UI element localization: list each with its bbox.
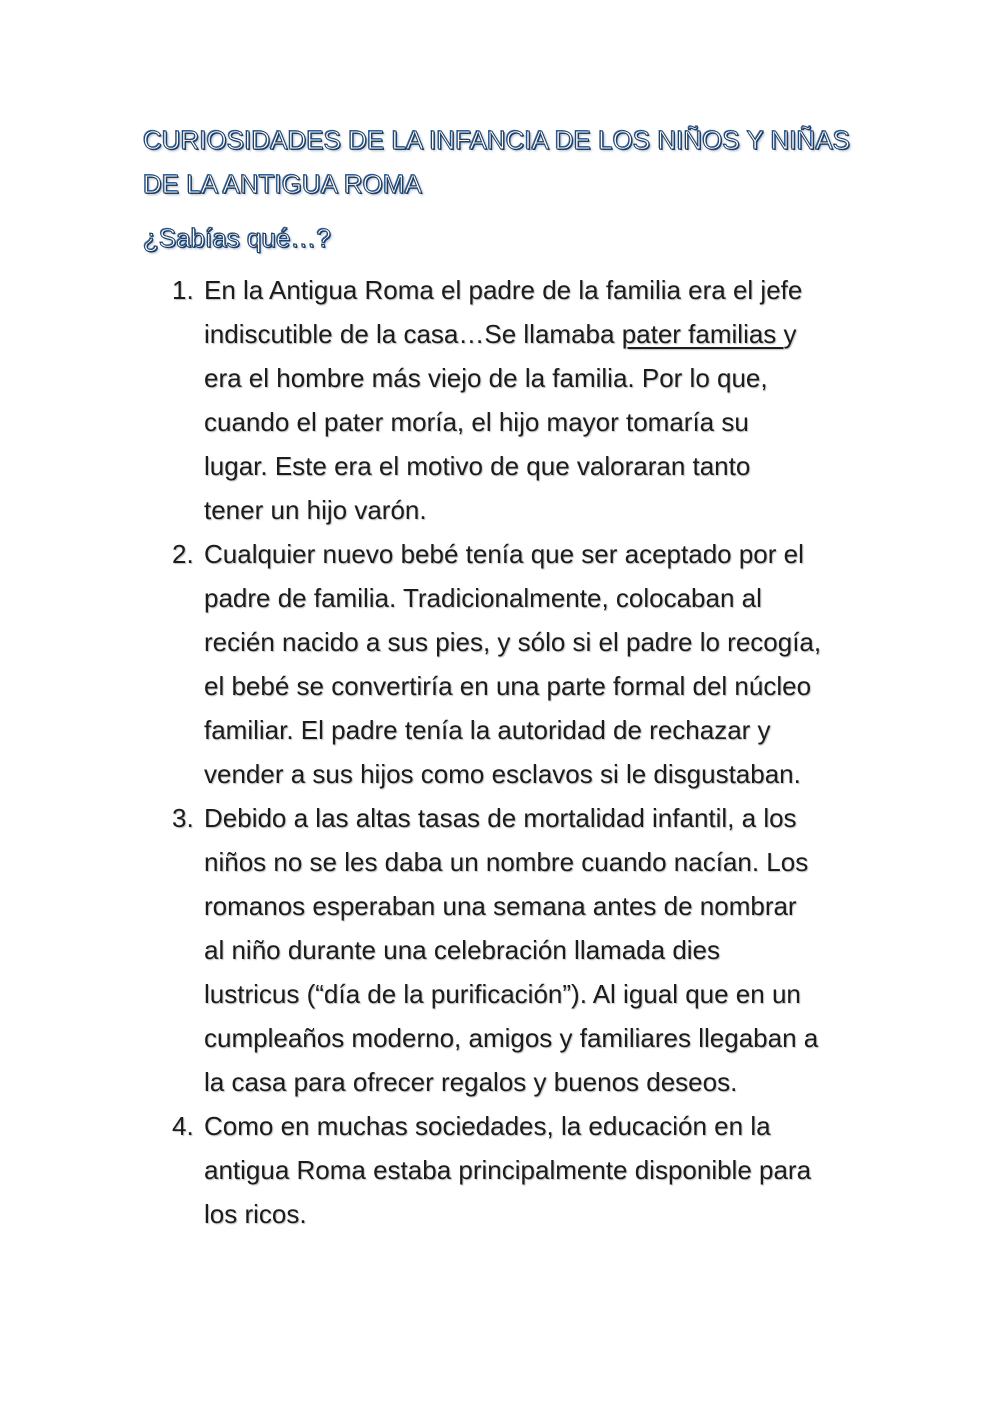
- item-1-line-2-text: indiscutible de la casa…Se llamaba: [204, 319, 622, 349]
- item-4-line-2: antigua Roma estaba principalmente disponible para: [204, 1155, 812, 1185]
- document-title: [143, 118, 863, 206]
- item-4-line-3: los ricos.: [204, 1199, 307, 1229]
- item-3-line-3: romanos esperaban una semana antes de nombrar: [204, 891, 797, 921]
- item-3-line-1: Debido a las altas tasas de mortalidad infantil, a los: [204, 803, 797, 833]
- item-1-line-2: [204, 312, 860, 356]
- item-1-line-6: tener un hijo varón.: [204, 495, 427, 525]
- item-2-line-1: Cualquier nuevo bebé tenía que ser aceptado por el: [204, 539, 804, 569]
- item-3-line-6: cumpleaños moderno, amigos y familiares llegaban a: [204, 1023, 819, 1053]
- item-number-3: 3.: [172, 803, 194, 833]
- title-line-1: CURIOSIDADES DE LA INFANCIA DE LOS NIÑOS Y NIÑAS: [143, 125, 851, 155]
- pater-familias-term: pater familias: [621, 319, 784, 349]
- item-1-line-1: En la Antigua Roma el padre de la familia era el jefe: [204, 275, 803, 305]
- item-4-line-1: Como en muchas sociedades, la educación en la: [204, 1111, 771, 1141]
- list-item-2: [160, 532, 860, 796]
- document-subtitle: ¿Sabías qué…?: [143, 223, 331, 253]
- item-number-4: 4.: [172, 1111, 194, 1141]
- item-1-line-3: era el hombre más viejo de la familia. Por lo que,: [204, 363, 768, 393]
- item-1-line-4: cuando el pater moría, el hijo mayor tomaría su: [204, 407, 749, 437]
- item-number-1: 1.: [172, 275, 194, 305]
- list-item-1: [160, 268, 860, 532]
- item-1-line-5: lugar. Este era el motivo de que valoraran tanto: [204, 451, 751, 481]
- item-3-line-4: al niño durante una celebración llamada dies: [204, 935, 721, 965]
- item-2-line-2: padre de familia. Tradicionalmente, colocaban al: [204, 583, 762, 613]
- list-item-4: [160, 1104, 860, 1236]
- item-number-2: 2.: [172, 539, 194, 569]
- item-1-line-2-tail: y: [783, 319, 797, 349]
- list-item-3: [160, 796, 860, 1104]
- item-2-line-6: vender a sus hijos como esclavos si le disgustaban.: [204, 759, 801, 789]
- item-3-line-2: niños no se les daba un nombre cuando nacían. Los: [204, 847, 809, 877]
- item-2-line-3: recién nacido a sus pies, y sólo si el padre lo recogía,: [204, 627, 822, 657]
- title-line-2: DE LA ANTIGUA ROMA: [143, 169, 422, 199]
- facts-list: [160, 268, 860, 1236]
- item-3-line-7: la casa para ofrecer regalos y buenos deseos.: [204, 1067, 738, 1097]
- item-3-line-5: lustricus (“día de la purificación”). Al igual que en un: [204, 979, 801, 1009]
- item-2-line-5: familiar. El padre tenía la autoridad de rechazar y: [204, 715, 771, 745]
- item-2-line-4: el bebé se convertiría en una parte formal del núcleo: [204, 671, 812, 701]
